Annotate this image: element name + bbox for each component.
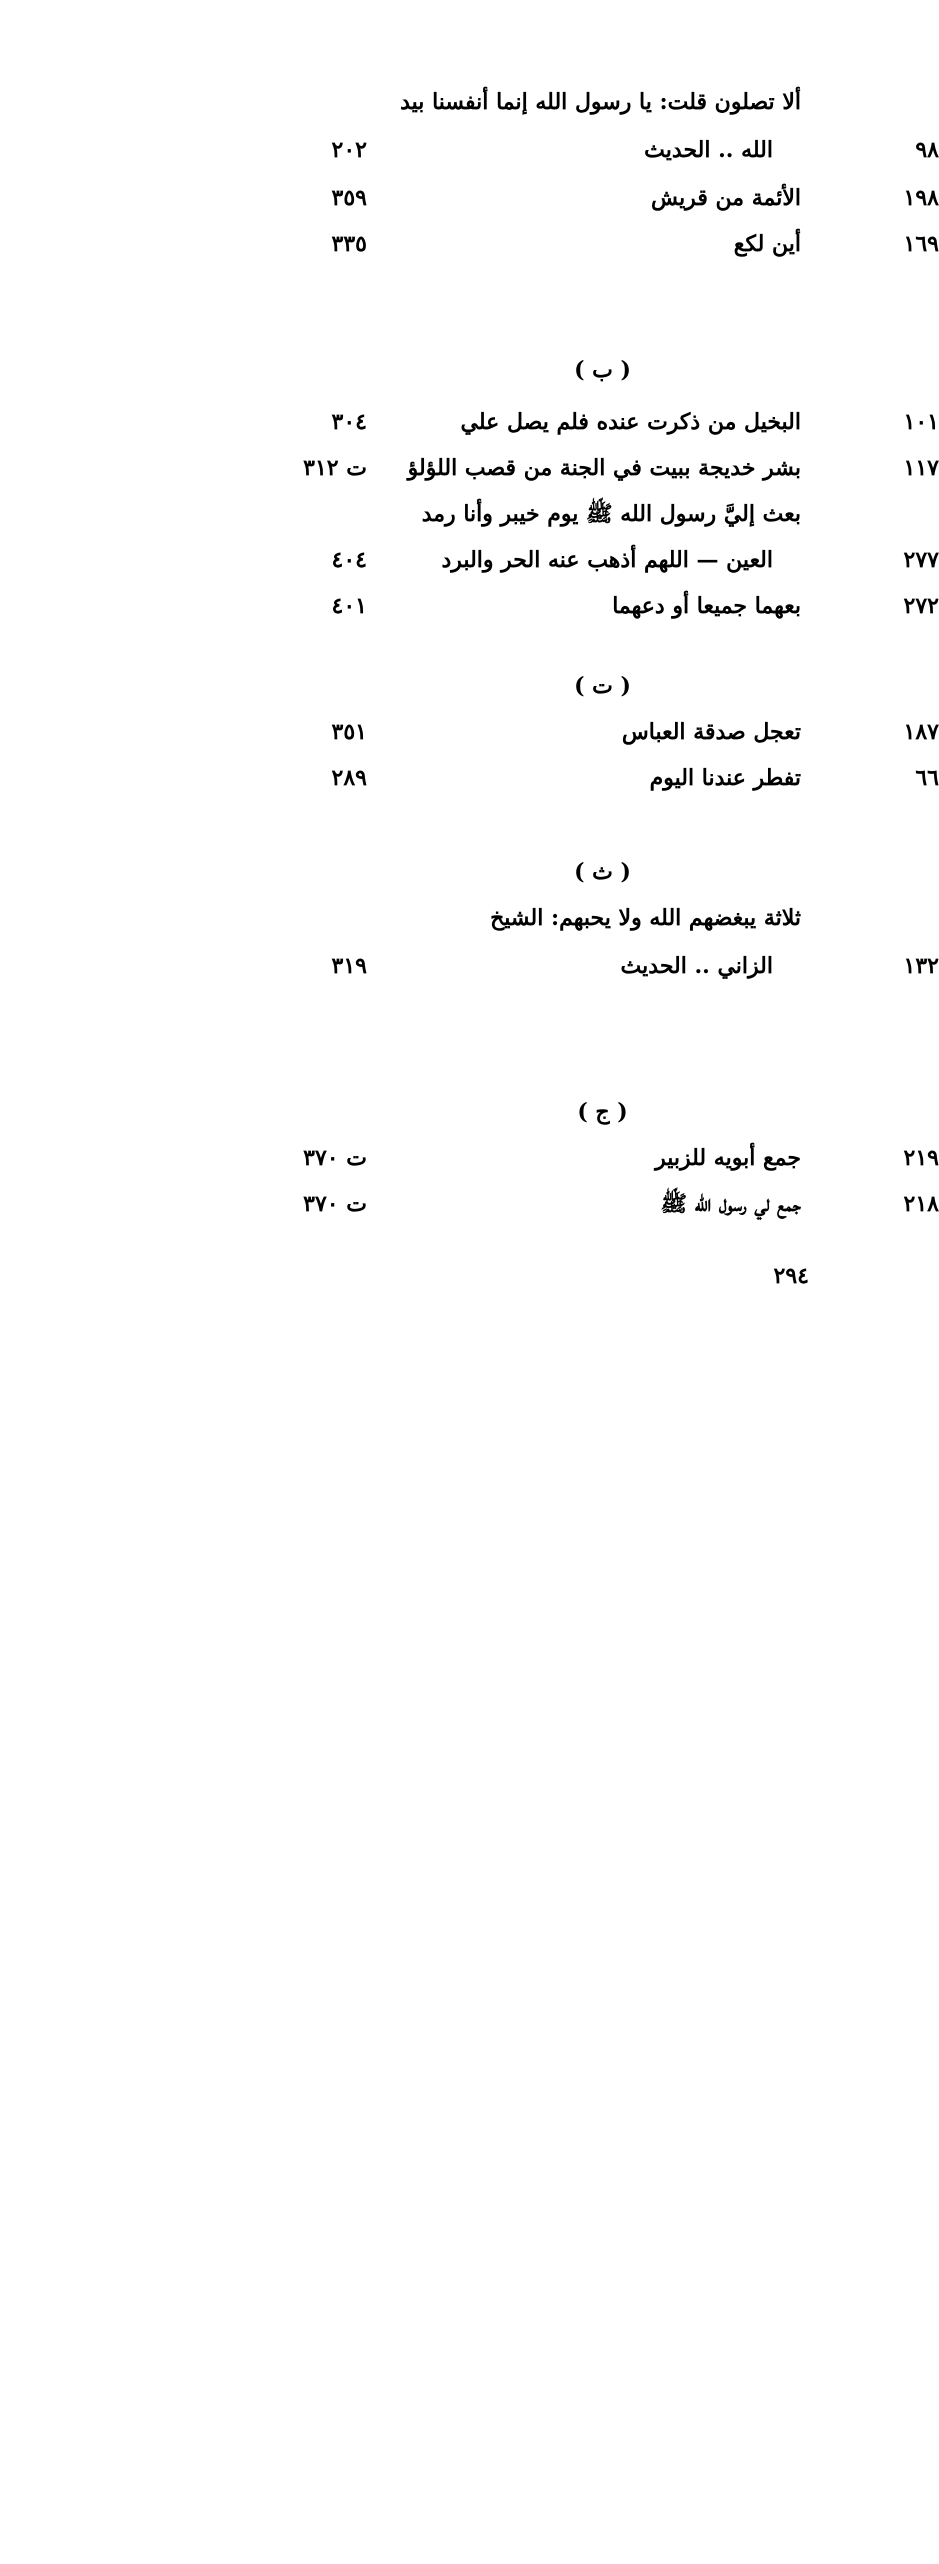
hadith-number: ٢٠٢ — [331, 137, 367, 163]
index-entry — [0, 898, 939, 938]
section-heading: ( ج ) — [577, 1099, 628, 1125]
entry-text: جمع أبويه للزبير — [655, 1145, 801, 1171]
hadith-number: ٣١٩ — [331, 953, 367, 979]
index-entry — [0, 402, 939, 442]
index-entry — [0, 448, 939, 488]
index-entry — [0, 130, 939, 170]
entry-text: الأئمة من قريش — [651, 185, 801, 211]
index-entry — [0, 712, 939, 752]
entry-text: تعجل صدقة العباس — [621, 719, 801, 745]
entry-text: ألا تصلون قلت: يا رسول الله إنما أنفسنا بيد — [400, 89, 801, 115]
index-entry — [0, 758, 939, 798]
entry-text: ثلاثة يبغضهم الله ولا يحبهم: الشيخ — [490, 905, 801, 931]
hadith-number: ت ٣٧٠ — [303, 1145, 367, 1171]
entry-text: الله .. الحديث — [644, 137, 773, 163]
page-number: ١٣٢ — [903, 953, 939, 979]
page-number: ١٠١ — [903, 409, 939, 435]
hadith-number: ت ٣١٢ — [303, 455, 367, 481]
index-entry — [0, 586, 939, 626]
index-entry — [0, 82, 939, 122]
index-entry — [0, 1184, 939, 1224]
index-entry — [0, 494, 939, 534]
section-heading: ( ث ) — [574, 859, 631, 885]
entry-text: أين لكع — [733, 231, 801, 257]
entry-text: بشر خديجة ببيت في الجنة من قصب اللؤلؤ — [407, 455, 801, 481]
entry-text: تفطر عندنا اليوم — [649, 765, 801, 791]
hadith-number: ٢٨٩ — [331, 765, 367, 791]
page-number: ٢٧٧ — [903, 547, 939, 573]
page-number: ٩٨ — [915, 137, 939, 163]
page-number: ١٦٩ — [903, 231, 939, 257]
hadith-number: ٣٣٥ — [331, 231, 367, 257]
page-number: ٦٦ — [915, 765, 939, 791]
hadith-number: ٣٠٤ — [331, 409, 367, 435]
hadith-number: ٤٠٤ — [331, 547, 367, 573]
hadith-number: ٣٥٩ — [331, 185, 367, 211]
entry-text: بعهما جميعا أو دعهما — [612, 593, 801, 619]
page-folio: ٢٩٤ — [773, 1263, 809, 1289]
hadith-number: ٤٠١ — [331, 593, 367, 619]
index-entry — [0, 946, 939, 986]
page-number: ١٨٧ — [903, 719, 939, 745]
page-number: ٢١٩ — [903, 1145, 939, 1171]
page-number: ١٩٨ — [903, 185, 939, 211]
entry-text: بعث إليَّ رسول الله ﷺ يوم خيبر وأنا رمد — [421, 501, 801, 527]
index-entry — [0, 540, 939, 580]
page-number: ٢٧٢ — [903, 593, 939, 619]
entry-text: العين — اللهم أذهب عنه الحر والبرد — [441, 547, 773, 573]
section-heading: ( ت ) — [574, 673, 631, 699]
entry-text: الزاني .. الحديث — [620, 953, 773, 979]
page-number: ٢١٨ — [903, 1191, 939, 1217]
section-heading: ( ب ) — [574, 357, 631, 383]
hadith-number: ٣٥١ — [331, 719, 367, 745]
hadith-number: ت ٣٧٠ — [303, 1191, 367, 1217]
entry-text: جمع لي رسول الله ﷺ — [660, 1191, 801, 1217]
index-entry — [0, 1138, 939, 1178]
page-number: ١١٧ — [903, 455, 939, 481]
index-entry — [0, 224, 939, 264]
entry-text: البخيل من ذكرت عنده فلم يصل علي — [460, 409, 801, 435]
index-entry — [0, 178, 939, 218]
